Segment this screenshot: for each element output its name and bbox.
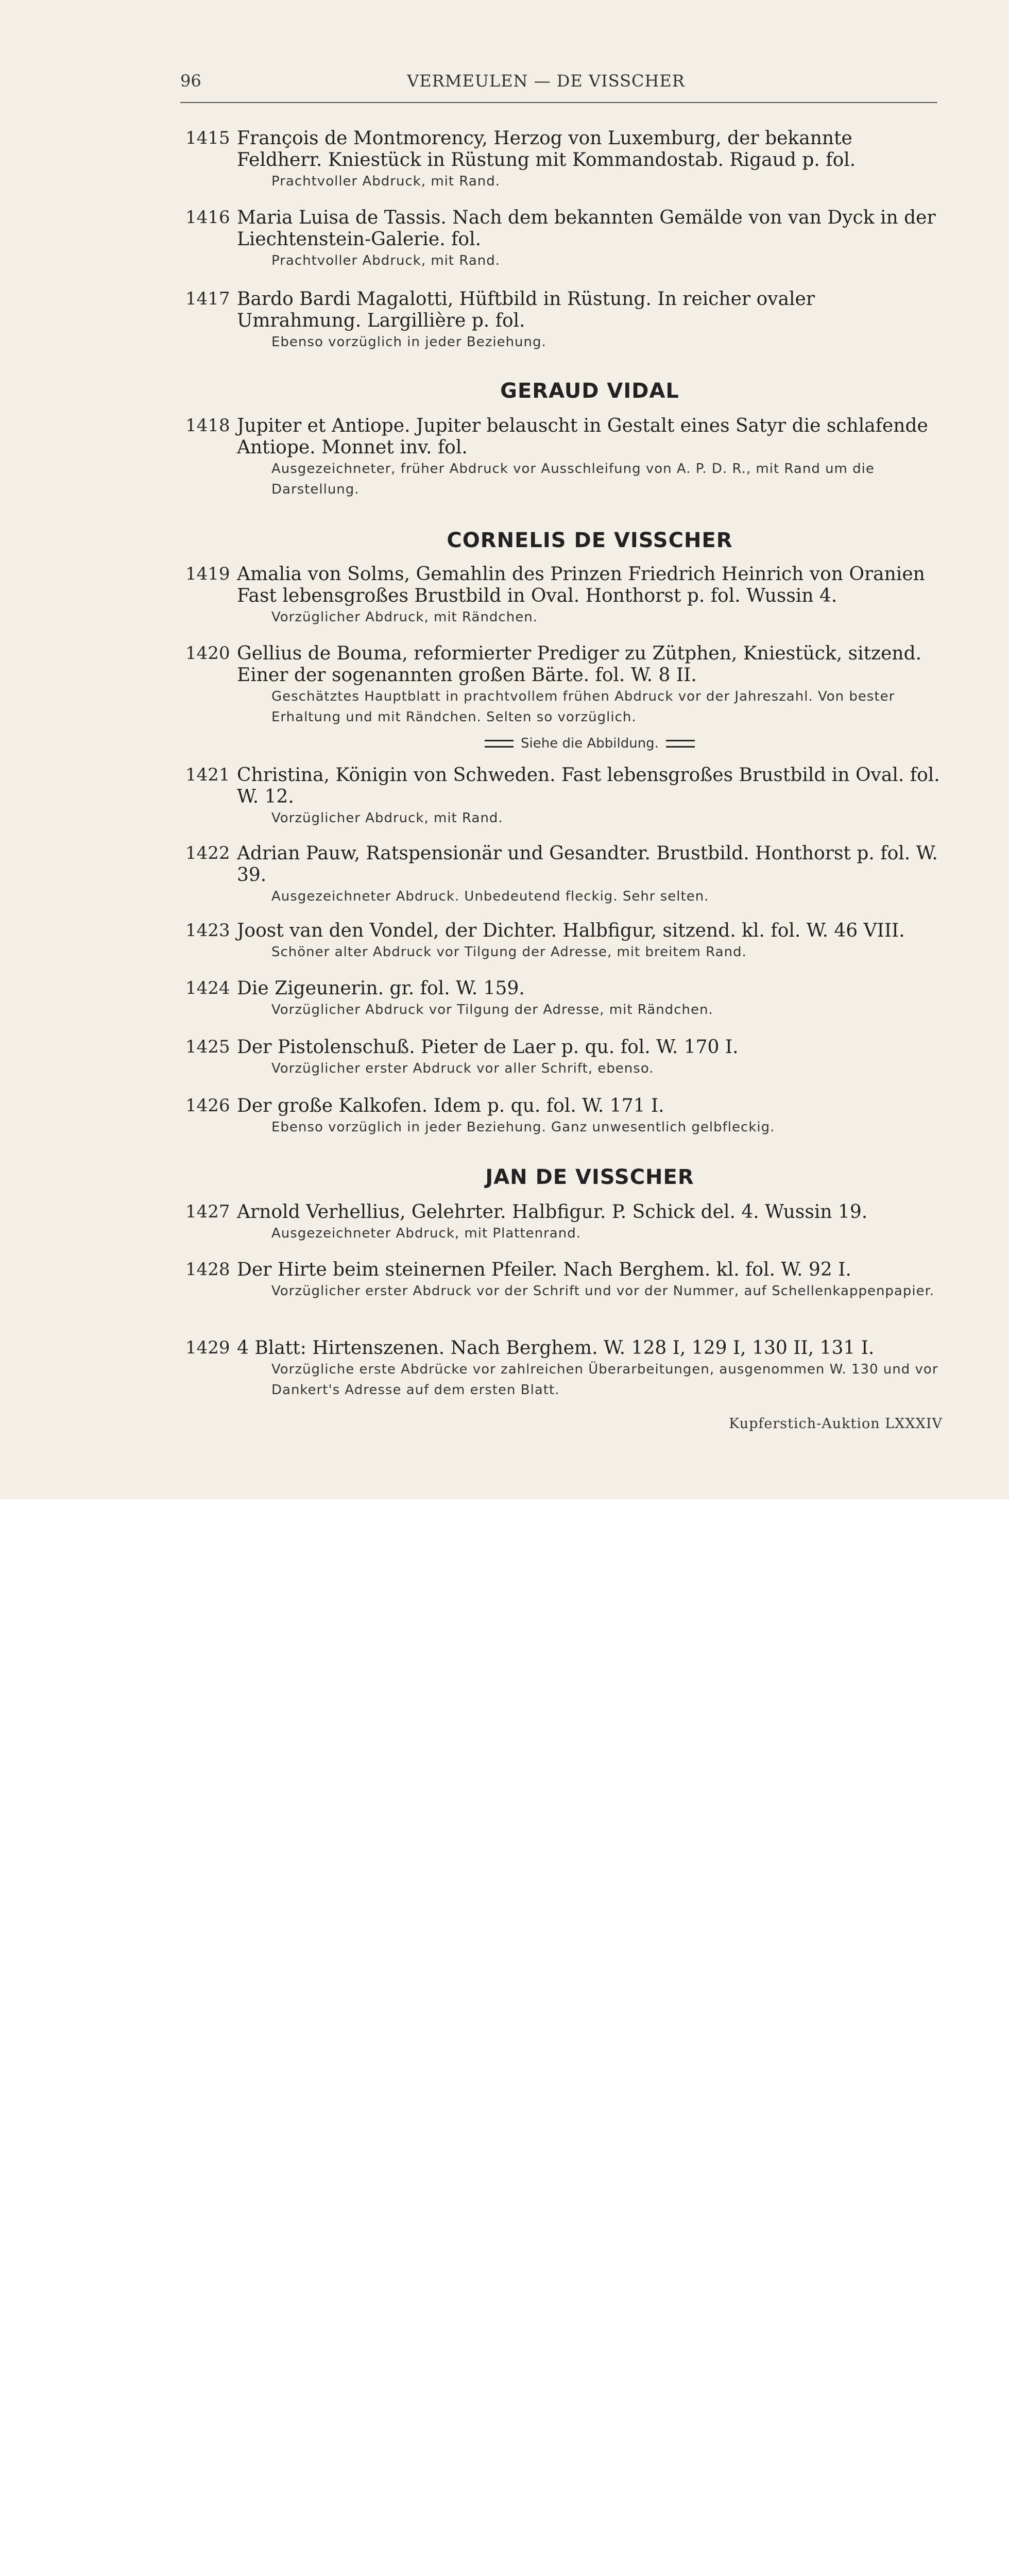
entry-title: Adrian Pauw, Ratspensionär und Gesandter. Brustbild. Honthorst p. fol. W. 39. <box>237 843 938 886</box>
catalog-entry <box>185 1201 943 1244</box>
entry-note: Vorzüglicher Abdruck, mit Rändchen. <box>271 609 538 625</box>
footer <box>0 1499 1009 1574</box>
entry-number: 1421 <box>185 765 230 785</box>
entry-number: 1427 <box>185 1201 230 1222</box>
entry-number: 1422 <box>185 843 230 863</box>
entry-note: Vorzüglicher Abdruck vor Tilgung der Adresse, mit Rändchen. <box>271 1002 713 1018</box>
entry-number: 1416 <box>185 207 230 228</box>
entry-title: Arnold Verhellius, Gelehrter. Halbfigur. P. Schick del. 4. Wussin 19. <box>237 1201 868 1223</box>
entry-title: Christina, Königin von Schweden. Fast lebensgroßes Brustbild in Oval. fol. W. 12. <box>237 765 940 807</box>
entry-title: Der Pistolenschuß. Pieter de Laer p. qu. fol. W. 170 I. <box>237 1037 739 1058</box>
entry-note: Geschätztes Hauptblatt in prachtvollem frühen Abdruck vor der Jahreszahl. Von bester Erhaltung und mit Rändchen. Selten so vorzüglich. <box>271 689 895 725</box>
catalog-entry <box>185 289 943 352</box>
entry-title: Amalia von Solms, Gemahlin des Prinzen Friedrich Heinrich von Oranien Fast lebensgroßes Brustbild in Oval. Honthorst p. fol. Wussin 4. <box>237 564 925 606</box>
entry-number: 1423 <box>185 920 230 941</box>
entry-note: Ausgezeichneter Abdruck. Unbedeutend fleckig. Sehr selten. <box>271 889 709 904</box>
entry-note: Vorzüglicher Abdruck, mit Rand. <box>271 810 503 826</box>
entry-note: Prachtvoller Abdruck, mit Rand. <box>271 174 501 189</box>
catalog-entry <box>185 415 943 500</box>
catalog-entry <box>185 1037 943 1079</box>
catalog-entry <box>185 643 943 727</box>
entry-number: 1418 <box>185 415 230 436</box>
catalog-entry <box>185 128 943 192</box>
section-heading: GERAUD VIDAL <box>500 379 679 403</box>
entry-note: Vorzüglicher erster Abdruck vor der Schrift und vor der Nummer, auf Schellenkappenpapier. <box>271 1283 935 1299</box>
catalog-entry <box>185 920 943 962</box>
entry-title: François de Montmorency, Herzog von Luxemburg, der bekannte Feldherr. Kniestück in Rüstung mit Kommandostab. Rigaud p. fol. <box>237 128 856 171</box>
entry-title: Der Hirte beim steinernen Pfeiler. Nach Berghem. kl. fol. W. 92 I. <box>237 1259 851 1280</box>
page-number: 96 <box>180 71 201 91</box>
double-rule-left <box>485 740 514 748</box>
catalog-entry <box>185 207 943 271</box>
entry-number: 1429 <box>185 1337 230 1358</box>
entry-note: Ebenso vorzüglich in jeder Beziehung. <box>271 334 546 350</box>
entry-number: 1419 <box>185 564 230 584</box>
entry-number: 1420 <box>185 643 230 664</box>
entry-title: 4 Blatt: Hirtenszenen. Nach Berghem. W. 128 I, 129 I, 130 II, 131 I. <box>237 1337 875 1359</box>
section-heading: JAN DE VISSCHER <box>485 1165 694 1189</box>
entry-note: Prachtvoller Abdruck, mit Rand. <box>271 253 501 268</box>
header-rule <box>180 102 937 103</box>
entry-note: Ausgezeichneter, früher Abdruck vor Ausschleifung von A. P. D. R., mit Rand um die Darstellung. <box>271 461 875 497</box>
entry-title: Jupiter et Antiope. Jupiter belauscht in Gestalt eines Satyr die schlafende Antiope. Monnet inv. fol. <box>237 415 928 458</box>
auction-label: Kupferstich-Auktion LXXXIV <box>729 1416 943 1432</box>
entry-note: Schöner alter Abdruck vor Tilgung der Adresse, mit breitem Rand. <box>271 944 747 960</box>
entry-number: 1417 <box>185 289 230 309</box>
catalog-entry <box>185 978 943 1020</box>
entry-note: Vorzügliche erste Abdrücke vor zahlreichen Überarbeitungen, ausgenommen W. 130 und vor Dankert's Adresse auf dem ersten Blatt. <box>271 1362 938 1398</box>
catalog-entry <box>185 1337 943 1400</box>
entry-title: Die Zigeunerin. gr. fol. W. 159. <box>237 978 525 999</box>
catalog-entry <box>185 1259 943 1301</box>
entry-number: 1425 <box>185 1037 230 1057</box>
entry-note: Ebenso vorzüglich in jeder Beziehung. Ganz unwesentlich gelbfleckig. <box>271 1120 775 1135</box>
entry-title: Bardo Bardi Magalotti, Hüftbild in Rüstung. In reicher ovaler Umrahmung. Largillière p. fol. <box>237 289 815 331</box>
running-title: VERMEULEN — DE VISSCHER <box>407 71 685 91</box>
illustration-note <box>237 736 943 751</box>
entry-number: 1428 <box>185 1259 230 1280</box>
entry-number: 1415 <box>185 128 230 148</box>
catalog-entry <box>185 1095 943 1138</box>
entry-title: Gellius de Bouma, reformierter Prediger zu Zütphen, Kniestück, sitzend. Einer der sogenannten großen Bärte. fol. W. 8 II. <box>237 643 922 686</box>
double-rule-right <box>666 740 695 748</box>
section-heading: CORNELIS DE VISSCHER <box>447 529 733 552</box>
entry-number: 1424 <box>185 978 230 998</box>
entry-title: Joost van den Vondel, der Dichter. Halbfigur, sitzend. kl. fol. W. 46 VIII. <box>237 920 905 941</box>
catalog-entry <box>185 564 943 628</box>
catalog-entry <box>185 843 943 907</box>
entry-note: Ausgezeichneter Abdruck, mit Plattenrand. <box>271 1226 581 1241</box>
catalog-entry <box>185 765 943 828</box>
entry-note: Vorzüglicher erster Abdruck vor aller Schrift, ebenso. <box>271 1061 654 1076</box>
entry-number: 1426 <box>185 1095 230 1116</box>
entry-title: Maria Luisa de Tassis. Nach dem bekannten Gemälde von van Dyck in der Liechtenstein-Galerie. fol. <box>237 207 936 250</box>
illustration-note-text: Siehe die Abbildung. <box>521 736 659 751</box>
entry-title: Der große Kalkofen. Idem p. qu. fol. W. 171 I. <box>237 1095 664 1116</box>
